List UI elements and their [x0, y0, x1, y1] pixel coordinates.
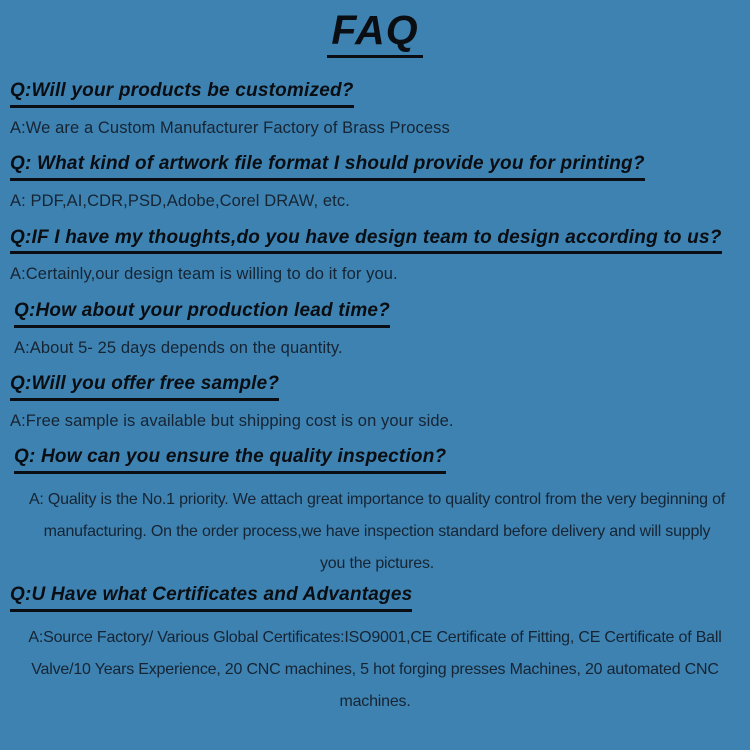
faq-answer-line: Valve/10 Years Experience, 20 CNC machines, 5 hot forging presses Machines, 20 automated CNC: [31, 660, 719, 678]
faq-question: Q: What kind of artwork file format I should provide you for printing?: [10, 153, 645, 181]
faq-question: Q:IF I have my thoughts,do you have design team to design according to us?: [10, 227, 722, 255]
faq-question: Q:U Have what Certificates and Advantages: [10, 584, 412, 612]
faq-answer: [10, 622, 740, 718]
faq-item: [10, 80, 740, 139]
faq-item: [10, 153, 740, 212]
faq-list: [10, 80, 740, 718]
faq-question: Q:How about your production lead time?: [14, 300, 390, 328]
faq-answer: [14, 484, 740, 580]
page-title-row: [10, 8, 740, 58]
faq-question: Q:Will you offer free sample?: [10, 373, 279, 401]
faq-answer-line: you the pictures.: [320, 555, 434, 573]
faq-answer: A: PDF,AI,CDR,PSD,Adobe,Corel DRAW, etc.: [10, 192, 350, 211]
faq-item: [10, 373, 740, 432]
faq-answer-line: machines.: [339, 692, 411, 710]
faq-item: [10, 300, 740, 359]
page-title: FAQ: [327, 8, 422, 58]
faq-question: Q:Will your products be customized?: [10, 80, 354, 108]
faq-item: [10, 227, 740, 286]
faq-answer: A:Free sample is available but shipping cost is on your side.: [10, 411, 454, 430]
faq-answer-line: A:Source Factory/ Various Global Certificates:ISO9001,CE Certificate of Fitting, CE Certificate of Ball: [28, 628, 722, 646]
faq-item: [10, 446, 740, 580]
faq-answer: A:Certainly,our design team is willing to do it for you.: [10, 265, 398, 284]
faq-item: [10, 584, 740, 718]
faq-answer: A:About 5- 25 days depends on the quantity.: [14, 338, 343, 357]
faq-answer-line: A: Quality is the No.1 priority. We attach great importance to quality control from the very beginning of: [28, 491, 726, 509]
faq-question: Q: How can you ensure the quality inspection?: [14, 446, 446, 474]
faq-answer-line: manufacturing. On the order process,we have inspection standard before delivery and will supply: [43, 523, 711, 541]
faq-answer: A:We are a Custom Manufacturer Factory of Brass Process: [10, 118, 450, 137]
